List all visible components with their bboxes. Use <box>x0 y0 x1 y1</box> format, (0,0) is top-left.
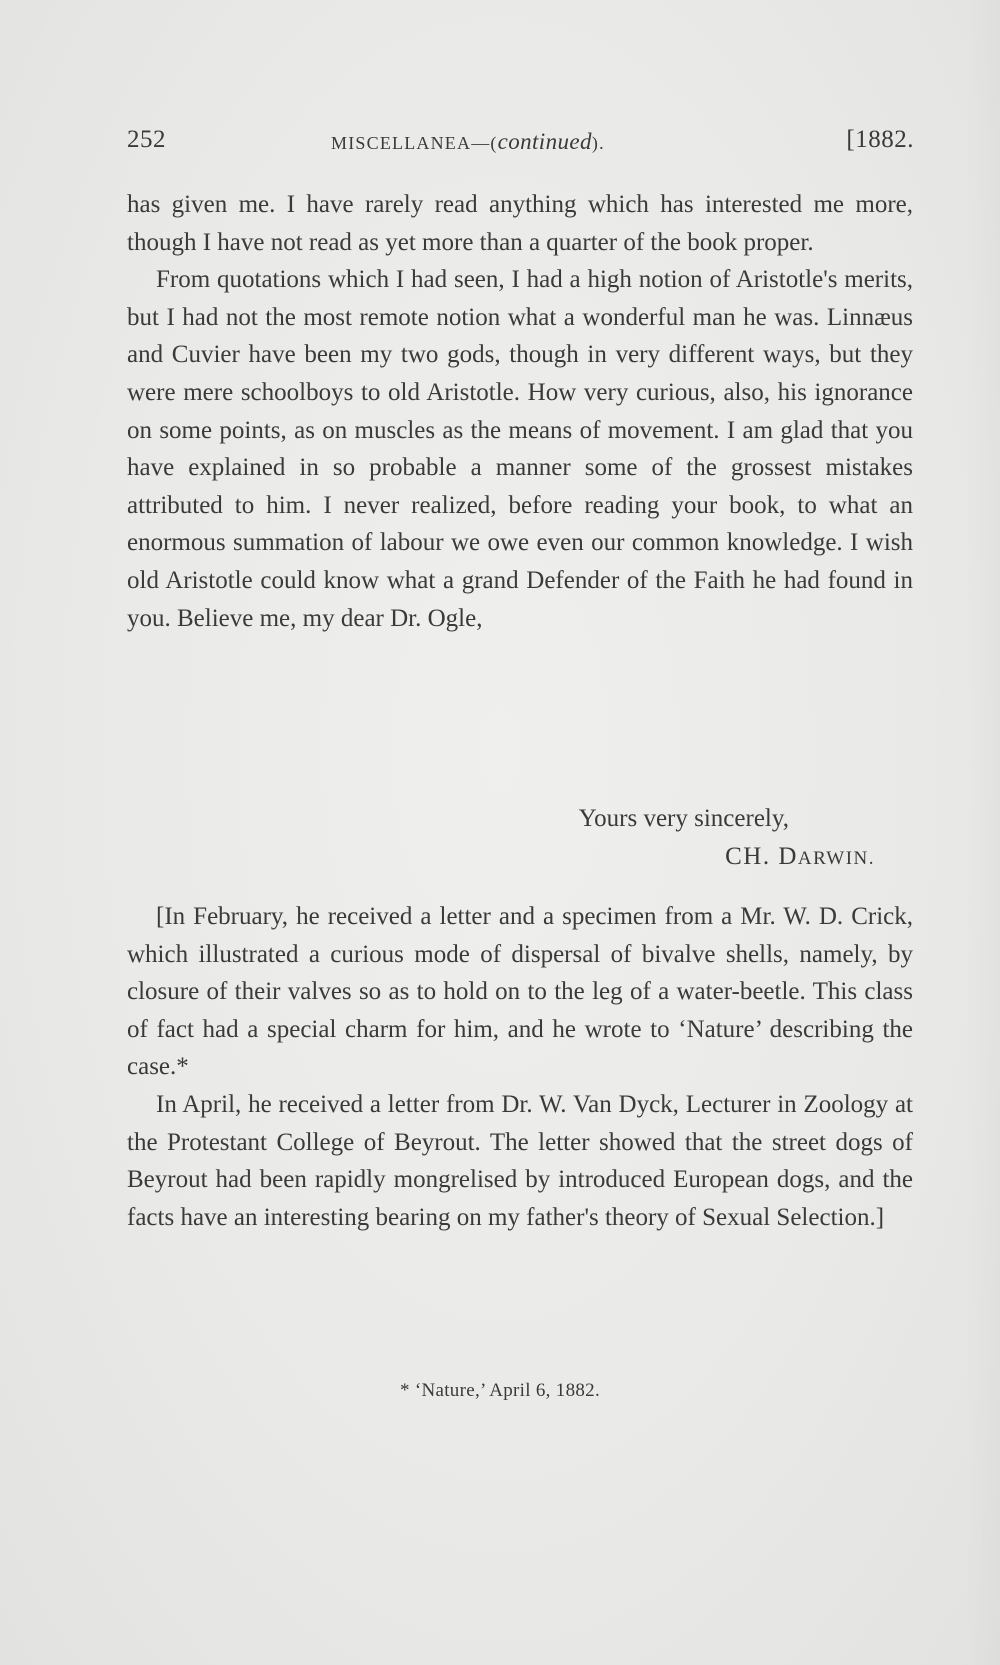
header-year: [1882. <box>846 126 914 153</box>
letter-body <box>127 186 913 637</box>
letter-paragraph: From quotations which I had seen, I had a high notion of Aristotle's merits, but I had not the most remote notion what a wonderful man he was. Linnæus and Cuvier have been my two gods, though in very different ways, but they were mere schoolboys to old Aristotle. How very curious, also, his ignorance on some points, as on muscles as the means of movement. I am glad that you have explained in so probable a manner some of the grossest mistakes attributed to him. I never realized, before reading your book, to what an enormous summation of labour we owe even our common knowledge. I wish old Aristotle could know what a grand Defender of the Faith he had found in you. Believe me, my dear Dr. Ogle, <box>127 266 913 632</box>
letter-paragraph: has given me. I have rarely read anything which has interested me more, though I have not read as yet more than a quarter of the book proper. <box>127 191 913 256</box>
running-title-suffix: ). <box>591 133 605 153</box>
page-header <box>127 126 914 160</box>
page-edge-shade <box>964 0 1000 1665</box>
valediction: Yours very sincerely, <box>578 805 789 832</box>
running-title-italic: continued <box>497 129 592 154</box>
page-number: 252 <box>127 126 166 153</box>
signature-small-caps: ARWIN. <box>797 848 875 869</box>
letter-closing <box>127 800 913 878</box>
running-title-prefix: MISCELLANEA—( <box>331 133 498 153</box>
running-title <box>331 129 605 155</box>
signature <box>127 838 913 878</box>
narrative-paragraph: [In February, he received a letter and a specimen from a Mr. W. D. Crick, which illustrated a curious mode of dispersal of bivalve shells, namely, by closure of their valves so as to hold on to the leg of a water-beetle. This class of fact had a special charm for him, and he wrote to ‘Nature’ describing the case.* <box>127 903 913 1081</box>
narrative-body <box>127 898 913 1236</box>
narrative-paragraph: In April, he received a letter from Dr. W. Van Dyck, Lecturer in Zoology at the Protestant College of Beyrout. The letter showed that the street dogs of Beyrout had been rapidly mongrelised by introduced European dogs, and the facts have an interesting bearing on my father's theory of Sexual Selection.] <box>127 1090 913 1231</box>
footnote: * ‘Nature,’ April 6, 1882. <box>399 1380 601 1401</box>
signature-initial: CH. D <box>725 843 798 870</box>
